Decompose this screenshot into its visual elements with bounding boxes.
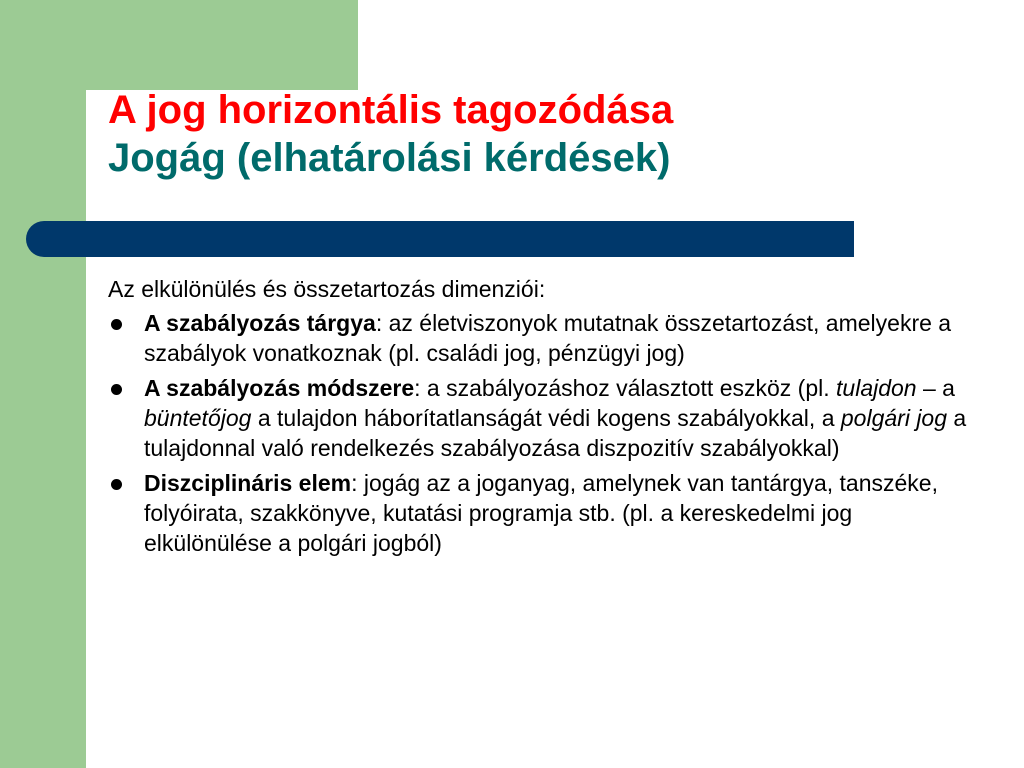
bullet-dot-icon <box>111 384 122 395</box>
slide-title <box>108 86 1008 182</box>
bullet-dot-icon <box>111 319 122 330</box>
bullet-list <box>108 308 968 558</box>
italic-term: polgári jog <box>840 405 948 431</box>
italic-term: tulajdon <box>836 375 917 401</box>
left-green-band <box>0 0 86 768</box>
top-green-block <box>86 0 358 90</box>
list-item <box>108 468 968 558</box>
bullet-text: : a szabályozáshoz választott eszköz (pl. <box>414 375 837 401</box>
title-divider-bar <box>26 221 854 257</box>
bullet-text: a tulajdon háborítatlanságát védi kogens szabályokkal, a <box>251 405 841 431</box>
bullet-term: Diszciplináris elem <box>144 470 352 496</box>
title-subtitle: Jogág (elhatárolási kérdések) <box>108 136 671 180</box>
title-main: A jog horizontális tagozódása <box>108 88 674 132</box>
intro-text: Az elkülönülés és összetartozás dimenziói: <box>108 276 546 302</box>
bullet-text: – a <box>916 375 955 401</box>
bullet-term: A szabályozás módszere <box>144 375 415 401</box>
slide-body <box>108 274 968 563</box>
bullet-text: a tulajdonnal való rendelkezés szabályozása diszpozitív szabályokkal) <box>144 405 967 461</box>
list-item <box>108 373 968 463</box>
bullet-text: : az életviszonyok mutatnak összetartozást, amelyekre a szabályok vonatkoznak (pl. családi jog, pénzügyi jog) <box>144 310 952 366</box>
list-item <box>108 308 968 368</box>
bullet-text: : jogág az a joganyag, amelynek van tantárgya, tanszéke, folyóirata, szakkönyve, kutatási programja stb. (pl. a kereskedelmi jog elkülönülése a polgári jogból) <box>144 470 938 556</box>
italic-term: büntetőjog <box>144 405 252 431</box>
bullet-term: A szabályozás tárgya <box>144 310 376 336</box>
bullet-dot-icon <box>111 479 122 490</box>
